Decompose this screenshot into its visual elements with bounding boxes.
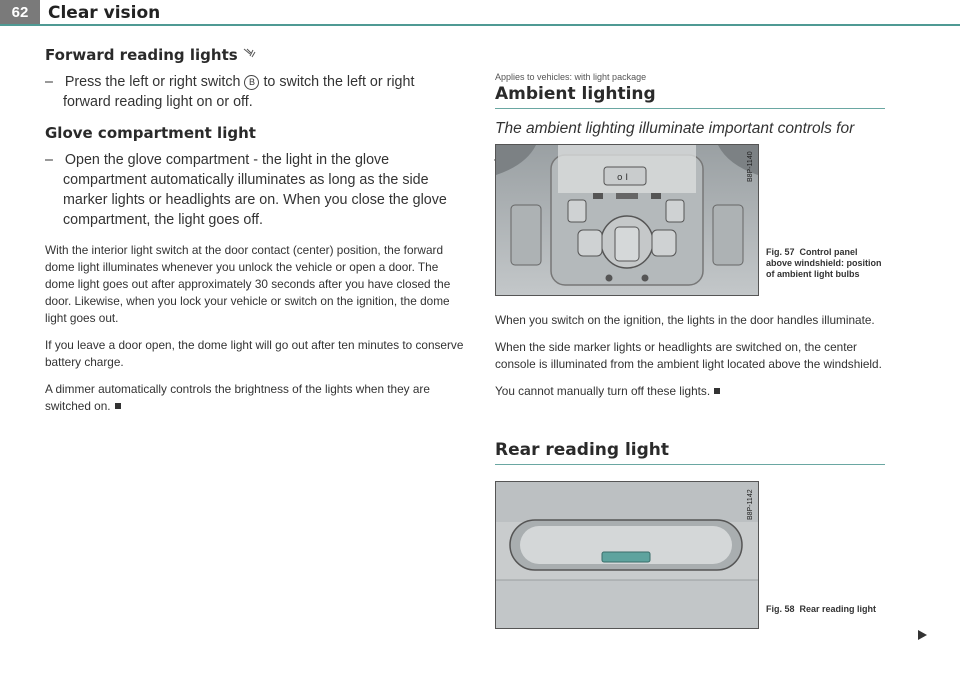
ambient-lighting-heading: Ambient lighting <box>495 84 885 109</box>
header-rule <box>0 24 960 26</box>
figure-57-code: B8P-1140 <box>747 151 754 182</box>
ambient-paragraph-1: When you switch on the ignition, the lights in the door handles illuminate. <box>495 313 875 327</box>
rear-reading-heading: Rear reading light <box>495 440 885 465</box>
forward-reading-bullet: – Press the left or right switch B to switch the left or right forward reading light on or off. <box>45 74 415 110</box>
forward-reading-heading: Forward reading lights <box>45 46 465 64</box>
figure-58-code: B8P-1142 <box>747 489 754 520</box>
page-number: 62 <box>0 0 40 24</box>
end-marker <box>714 388 720 394</box>
svg-text:o I: o I <box>617 173 629 183</box>
running-title: Clear vision <box>48 3 161 23</box>
glove-compartment-bullet: – Open the glove compartment - the light in the glove compartment automatically illuminates as long as the side marker lights or headlights are on. When you close the glove compartment, the light goes off. <box>45 152 447 228</box>
body-paragraph-2: If you leave a door open, the dome light will go out after ten minutes to conserve battery charge. <box>45 338 464 369</box>
ambient-paragraph-2: When the side marker lights or headlights are switched on, the center console is illuminated from the ambient light located above the windshield. <box>495 340 882 371</box>
next-page-arrow-icon <box>918 630 927 640</box>
figure-57-caption: Fig. 57 Control panel above windshield: position of ambient light bulbs <box>766 247 882 279</box>
left-column <box>45 46 465 425</box>
figure-58-image <box>495 481 759 629</box>
reading-light-icon <box>243 48 257 58</box>
switch-b-key: B <box>244 75 259 90</box>
ambient-paragraph-3: You cannot manually turn off these lights. <box>495 383 885 400</box>
ambient-lead: The ambient lighting illuminate important controls for <box>495 120 855 137</box>
body-paragraph-1: With the interior light switch at the door contact (center) position, the forward dome light illuminates whenever you unlock the vehicle or open a door. The dome light goes out after approximately 30 seconds after you have closed the door. Likewise, when you lock your vehicle or switch on the ignition, the dome light goes out. <box>45 243 451 325</box>
figure-57-image <box>495 144 759 296</box>
glove-compartment-heading: Glove compartment light <box>45 124 256 142</box>
ambient-body <box>495 312 885 410</box>
end-marker <box>115 403 121 409</box>
body-paragraph-3: A dimmer automatically controls the brightness of the lights when they are switched on. <box>45 382 430 413</box>
applies-note: Applies to vehicles: with light package <box>495 72 647 82</box>
figure-58-caption: Fig. 58 Rear reading light <box>766 604 877 614</box>
